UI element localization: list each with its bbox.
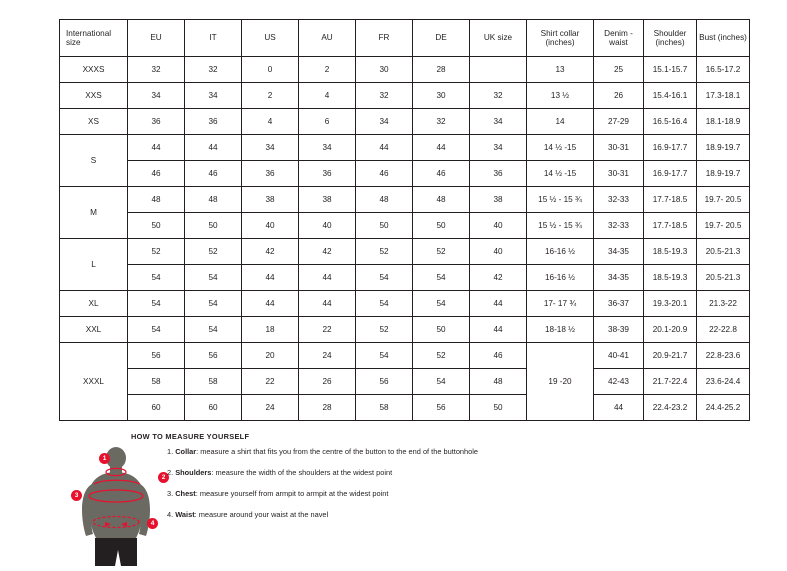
cell-au: 26 — [299, 369, 356, 395]
cell-fr: 48 — [356, 187, 413, 213]
cell-uk-size: 40 — [470, 213, 527, 239]
cell-uk-size: 32 — [470, 83, 527, 109]
cell-bust-inches: 22.8-23.6 — [697, 343, 750, 369]
cell-international-size: M — [60, 187, 128, 239]
cell-eu: 36 — [128, 109, 185, 135]
cell-au: 28 — [299, 395, 356, 421]
cell-shirt-collar-inches: 15 ½ - 15 ¾ — [527, 187, 594, 213]
cell-international-size: XS — [60, 109, 128, 135]
measure-section-title: HOW TO MEASURE YOURSELF — [131, 432, 250, 441]
column-header-au: AU — [299, 20, 356, 57]
cell-au: 34 — [299, 135, 356, 161]
column-header-international-size: International size — [60, 20, 128, 57]
cell-international-size: XXL — [60, 317, 128, 343]
cell-denim-waist: 26 — [594, 83, 644, 109]
column-header-bust: Bust (inches) — [697, 20, 750, 57]
instruction-text: : measure the width of the shoulders at the widest point — [211, 468, 393, 478]
cell-shirt-collar-inches: 19 -20 — [527, 343, 594, 421]
cell-it: 34 — [185, 83, 242, 109]
cell-eu: 48 — [128, 187, 185, 213]
cell-bust-inches: 24.4-25.2 — [697, 395, 750, 421]
cell-bust-inches: 21.3-22 — [697, 291, 750, 317]
table-row — [60, 291, 750, 317]
cell-uk-size: 34 — [470, 135, 527, 161]
cell-bust-inches: 22-22.8 — [697, 317, 750, 343]
cell-fr: 52 — [356, 239, 413, 265]
cell-eu: 44 — [128, 135, 185, 161]
cell-eu: 34 — [128, 83, 185, 109]
cell-au: 44 — [299, 291, 356, 317]
cell-au: 44 — [299, 265, 356, 291]
column-header-us: US — [242, 20, 299, 57]
cell-au: 6 — [299, 109, 356, 135]
cell-international-size: L — [60, 239, 128, 291]
cell-us: 2 — [242, 83, 299, 109]
cell-fr: 34 — [356, 109, 413, 135]
cell-us: 0 — [242, 57, 299, 83]
cell-de: 54 — [413, 291, 470, 317]
cell-shoulder-inches: 21.7-22.4 — [644, 369, 697, 395]
cell-us: 4 — [242, 109, 299, 135]
instruction-number: 4. — [167, 510, 176, 520]
cell-shirt-collar-inches: 17- 17 ¾ — [527, 291, 594, 317]
cell-shoulder-inches: 18.5-19.3 — [644, 239, 697, 265]
instruction-number: 1. — [167, 447, 176, 456]
instruction-term: Collar — [175, 447, 197, 456]
cell-shirt-collar-inches: 16-16 ½ — [527, 239, 594, 265]
cell-fr: 56 — [356, 369, 413, 395]
column-header-shirt-collar: Shirt collar (inches) — [527, 20, 594, 57]
cell-fr: 52 — [356, 317, 413, 343]
cell-eu: 46 — [128, 161, 185, 187]
cell-it: 58 — [185, 369, 242, 395]
table-row — [60, 135, 750, 161]
cell-au: 2 — [299, 57, 356, 83]
cell-eu: 50 — [128, 213, 185, 239]
cell-de: 32 — [413, 109, 470, 135]
cell-au: 42 — [299, 239, 356, 265]
badge-1-collar: 1 — [99, 453, 110, 464]
cell-uk-size: 42 — [470, 265, 527, 291]
instruction-number: 2. — [167, 468, 176, 478]
cell-uk-size: 44 — [470, 317, 527, 343]
table-row — [60, 369, 750, 395]
instruction-text: : measure around your waist at the navel — [194, 510, 329, 520]
cell-shirt-collar-inches: 14 ½ -15 — [527, 161, 594, 187]
measurement-figure — [63, 446, 176, 566]
cell-shirt-collar-inches: 13 — [527, 57, 594, 83]
cell-international-size: XL — [60, 291, 128, 317]
cell-bust-inches: 18.9-19.7 — [697, 161, 750, 187]
cell-it: 44 — [185, 135, 242, 161]
cell-de: 54 — [413, 369, 470, 395]
cell-denim-waist: 36-37 — [594, 291, 644, 317]
cell-it: 56 — [185, 343, 242, 369]
column-header-eu: EU — [128, 20, 185, 57]
badge-3-chest: 3 — [71, 490, 82, 501]
cell-shoulder-inches: 22.4-23.2 — [644, 395, 697, 421]
cell-denim-waist: 30-31 — [594, 135, 644, 161]
table-row — [60, 57, 750, 83]
cell-de: 44 — [413, 135, 470, 161]
cell-us: 22 — [242, 369, 299, 395]
column-header-de: DE — [413, 20, 470, 57]
cell-denim-waist: 32-33 — [594, 187, 644, 213]
measure-instructions — [167, 447, 687, 532]
cell-fr: 54 — [356, 265, 413, 291]
cell-de: 52 — [413, 239, 470, 265]
cell-us: 44 — [242, 291, 299, 317]
cell-shoulder-inches: 17.7-18.5 — [644, 187, 697, 213]
cell-de: 46 — [413, 161, 470, 187]
cell-it: 32 — [185, 57, 242, 83]
cell-denim-waist: 42-43 — [594, 369, 644, 395]
cell-au: 4 — [299, 83, 356, 109]
cell-eu: 54 — [128, 265, 185, 291]
cell-de: 50 — [413, 213, 470, 239]
cell-fr: 44 — [356, 135, 413, 161]
cell-uk-size: 40 — [470, 239, 527, 265]
size-chart-table — [59, 19, 750, 421]
cell-eu: 54 — [128, 317, 185, 343]
cell-de: 30 — [413, 83, 470, 109]
cell-fr: 32 — [356, 83, 413, 109]
column-header-it: IT — [185, 20, 242, 57]
instruction-term: Shoulders — [175, 468, 212, 478]
cell-uk-size — [470, 57, 527, 83]
cell-de: 28 — [413, 57, 470, 83]
cell-bust-inches: 16.5-17.2 — [697, 57, 750, 83]
table-row — [60, 187, 750, 213]
cell-shoulder-inches: 16.9-17.7 — [644, 161, 697, 187]
table-row — [60, 395, 750, 421]
cell-au: 22 — [299, 317, 356, 343]
cell-eu: 60 — [128, 395, 185, 421]
cell-fr: 46 — [356, 161, 413, 187]
cell-it: 60 — [185, 395, 242, 421]
table-body — [60, 57, 750, 421]
cell-shirt-collar-inches: 18-18 ½ — [527, 317, 594, 343]
cell-us: 44 — [242, 265, 299, 291]
cell-uk-size: 36 — [470, 161, 527, 187]
cell-uk-size: 50 — [470, 395, 527, 421]
cell-fr: 50 — [356, 213, 413, 239]
cell-au: 36 — [299, 161, 356, 187]
cell-it: 52 — [185, 239, 242, 265]
column-header-fr: FR — [356, 20, 413, 57]
cell-denim-waist: 40-41 — [594, 343, 644, 369]
cell-shirt-collar-inches: 14 — [527, 109, 594, 135]
cell-au: 38 — [299, 187, 356, 213]
cell-fr: 30 — [356, 57, 413, 83]
cell-us: 18 — [242, 317, 299, 343]
table-row — [60, 83, 750, 109]
cell-us: 40 — [242, 213, 299, 239]
instruction-term: Chest — [175, 489, 196, 499]
cell-it: 48 — [185, 187, 242, 213]
cell-shoulder-inches: 15.1-15.7 — [644, 57, 697, 83]
cell-shirt-collar-inches: 16-16 ½ — [527, 265, 594, 291]
cell-de: 48 — [413, 187, 470, 213]
cell-us: 34 — [242, 135, 299, 161]
cell-us: 24 — [242, 395, 299, 421]
cell-international-size: XXS — [60, 83, 128, 109]
cell-bust-inches: 20.5-21.3 — [697, 265, 750, 291]
cell-denim-waist: 34-35 — [594, 239, 644, 265]
table-row — [60, 109, 750, 135]
column-header-denim-waist: Denim - waist — [594, 20, 644, 57]
cell-bust-inches: 23.6-24.4 — [697, 369, 750, 395]
cell-it: 46 — [185, 161, 242, 187]
table-row — [60, 213, 750, 239]
badge-4-waist: 4 — [147, 518, 158, 529]
table-row — [60, 343, 750, 369]
cell-uk-size: 46 — [470, 343, 527, 369]
cell-de: 50 — [413, 317, 470, 343]
cell-de: 52 — [413, 343, 470, 369]
table-row — [60, 161, 750, 187]
instruction-text: : measure yourself from armpit to armpit at the widest point — [195, 489, 389, 499]
cell-international-size: XXXS — [60, 57, 128, 83]
cell-us: 36 — [242, 161, 299, 187]
cell-eu: 54 — [128, 291, 185, 317]
cell-uk-size: 48 — [470, 369, 527, 395]
cell-shoulder-inches: 20.9-21.7 — [644, 343, 697, 369]
column-header-shoulder: Shoulder (inches) — [644, 20, 697, 57]
table-row — [60, 265, 750, 291]
cell-denim-waist: 44 — [594, 395, 644, 421]
cell-eu: 56 — [128, 343, 185, 369]
cell-us: 20 — [242, 343, 299, 369]
cell-bust-inches: 17.3-18.1 — [697, 83, 750, 109]
cell-shirt-collar-inches: 13 ½ — [527, 83, 594, 109]
cell-it: 50 — [185, 213, 242, 239]
cell-denim-waist: 32-33 — [594, 213, 644, 239]
cell-au: 40 — [299, 213, 356, 239]
badge-2-shoulders: 2 — [158, 472, 169, 483]
cell-fr: 54 — [356, 291, 413, 317]
table-header-row — [60, 20, 750, 57]
cell-it: 54 — [185, 317, 242, 343]
cell-it: 54 — [185, 291, 242, 317]
cell-bust-inches: 20.5-21.3 — [697, 239, 750, 265]
cell-shoulder-inches: 15.4-16.1 — [644, 83, 697, 109]
instruction-text: : measure a shirt that fits you from the centre of the button to the end of the buttonhole — [196, 447, 479, 456]
instruction-item — [167, 447, 687, 457]
cell-denim-waist: 27-29 — [594, 109, 644, 135]
instruction-item — [167, 489, 687, 499]
cell-bust-inches: 18.1-18.9 — [697, 109, 750, 135]
body-diagram-svg — [63, 446, 176, 566]
cell-eu: 32 — [128, 57, 185, 83]
cell-us: 42 — [242, 239, 299, 265]
cell-bust-inches: 19.7- 20.5 — [697, 213, 750, 239]
cell-shoulder-inches: 20.1-20.9 — [644, 317, 697, 343]
cell-bust-inches: 18.9-19.7 — [697, 135, 750, 161]
instruction-term: Waist — [175, 510, 195, 520]
table-row — [60, 239, 750, 265]
cell-shoulder-inches: 16.5-16.4 — [644, 109, 697, 135]
instruction-number: 3. — [167, 489, 176, 499]
cell-de: 56 — [413, 395, 470, 421]
cell-shirt-collar-inches: 15 ½ - 15 ¾ — [527, 213, 594, 239]
cell-international-size: XXXL — [60, 343, 128, 421]
instruction-item — [167, 510, 687, 520]
table-row — [60, 317, 750, 343]
cell-denim-waist: 30-31 — [594, 161, 644, 187]
cell-fr: 54 — [356, 343, 413, 369]
cell-shoulder-inches: 18.5-19.3 — [644, 265, 697, 291]
cell-denim-waist: 38-39 — [594, 317, 644, 343]
cell-denim-waist: 25 — [594, 57, 644, 83]
cell-de: 54 — [413, 265, 470, 291]
cell-shoulder-inches: 19.3-20.1 — [644, 291, 697, 317]
cell-uk-size: 44 — [470, 291, 527, 317]
cell-au: 24 — [299, 343, 356, 369]
cell-it: 36 — [185, 109, 242, 135]
instruction-item — [167, 468, 687, 478]
column-header-uk-size: UK size — [470, 20, 527, 57]
cell-bust-inches: 19.7- 20.5 — [697, 187, 750, 213]
cell-uk-size: 38 — [470, 187, 527, 213]
cell-it: 54 — [185, 265, 242, 291]
cell-fr: 58 — [356, 395, 413, 421]
cell-uk-size: 34 — [470, 109, 527, 135]
cell-us: 38 — [242, 187, 299, 213]
cell-eu: 58 — [128, 369, 185, 395]
cell-eu: 52 — [128, 239, 185, 265]
cell-denim-waist: 34-35 — [594, 265, 644, 291]
cell-shoulder-inches: 16.9-17.7 — [644, 135, 697, 161]
cell-shoulder-inches: 17.7-18.5 — [644, 213, 697, 239]
cell-shirt-collar-inches: 14 ½ -15 — [527, 135, 594, 161]
cell-international-size: S — [60, 135, 128, 187]
